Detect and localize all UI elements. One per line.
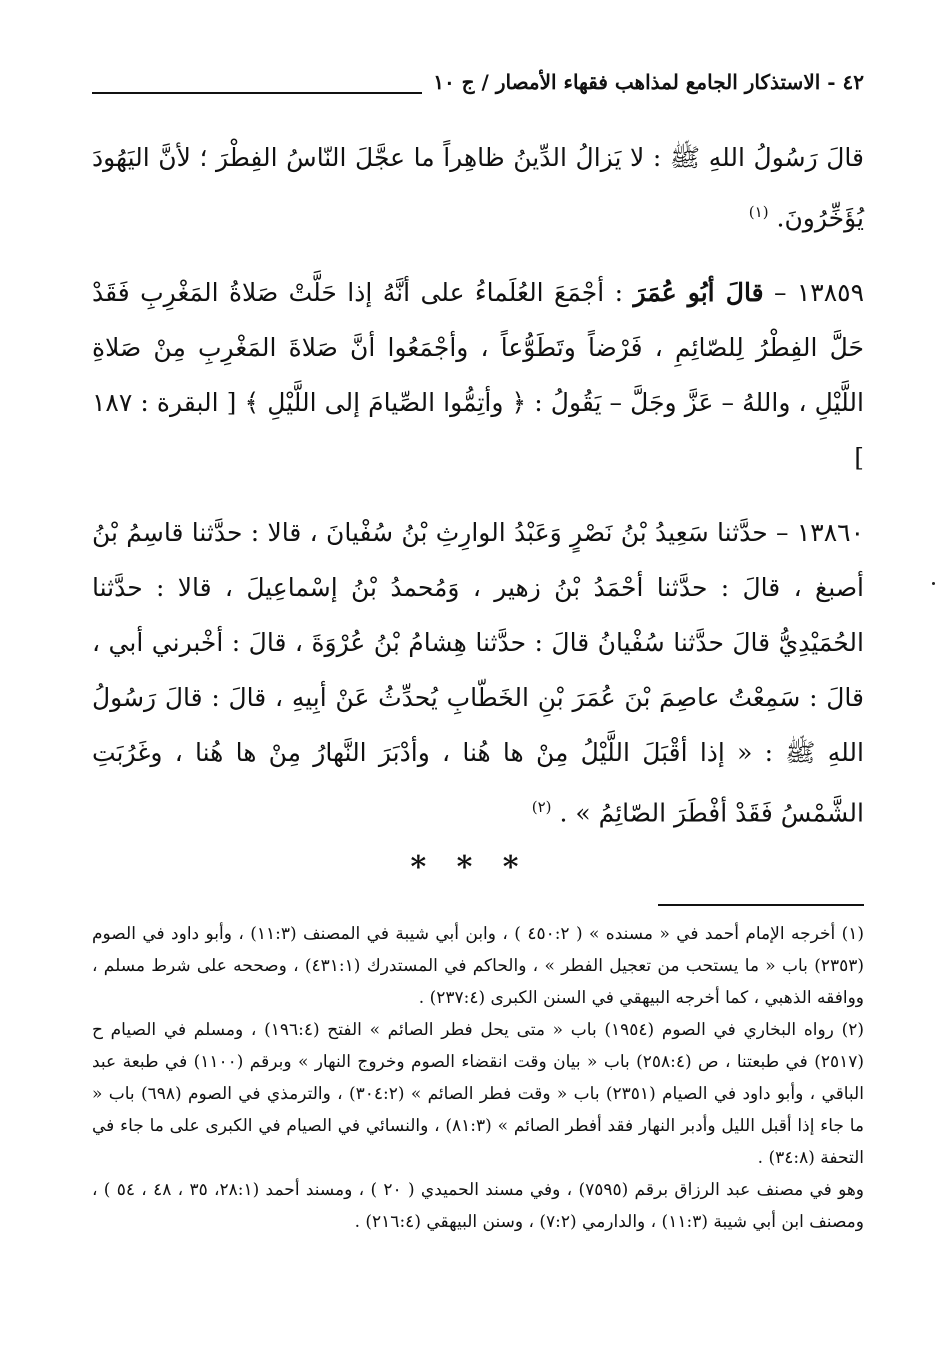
entry-number: ١٣٨٥٩ – <box>773 278 865 308</box>
paragraph-text: : أجْمَعَ العُلَماءُ على أنَّهُ إذا حَلَّتْ صَلاةُ المَغْرِبِ فَقَدْ حَلَّ الفِطْرُ لِلصّائِمِ ، فَرْضاً وتَطَوُّعاً ، وأجْمَعُوا أنَّ صَلاةَ المَغْرِبِ مِنْ صَلاةِ اللَّيْلِ ، واللهُ – عَزَّ وجَلَّ – يَقُولُ : ﴿ وأتِمُّوا الصِّيامَ إلى اللَّيْلِ ﴾ [ البقرة : ١٨٧ ] <box>92 278 864 473</box>
paragraph-hadith-1 <box>92 130 864 245</box>
scan-mark <box>932 582 935 585</box>
footnote-2: (٢) رواه البخاري في الصوم (١٩٥٤) باب « متى يحل فطر الصائم » الفتح (١٩٦:٤) ، ومسلم في الصيام ح (٢٥١٧) في طبعتنا ، ص (٢٥٨:٤) باب « بيان وقت انقضاء الصوم وخروج النهار » وبرقم (١١٠٠) في طبعة عبد الباقي ، وأبو داود في الصيام (٢٣٥١) باب « وقت فطر الصائم » (٣٠٤:٢) ، والترمذي في الصوم (٦٩٨) باب « ما جاء إذا أقبل الليل وأدبر النهار فقد أفطر الصائم » (٨١:٣) ، والنسائي في الصيام في الكبرى على ما جاء في التحفة (٣٤:٨) . <box>92 1020 865 1168</box>
running-title: ٤٢ - الاستذكار الجامع لمذاهب فقهاء الأمصار / ج ١٠ <box>433 70 864 94</box>
footnote-rule <box>658 904 864 906</box>
entry-number: ١٣٨٦٠ – <box>776 518 864 548</box>
footnote-3: وهو في مصنف عبد الرزاق برقم (٧٥٩٥) ، وفي مسند الحميدي ( ٢٠ ) ، ومسند أحمد (٢٨:١، ٣٥ ، ٤٨ ، ٥٤ ) ، ومصنف ابن أبي شيبة (١١:٣) ، والدارمي (٧:٢) ، وسنن البيهقي (٢١٦:٤) . <box>92 1180 865 1232</box>
paragraph-13859 <box>92 265 864 485</box>
footnotes <box>92 918 864 1238</box>
speaker-name: قالَ أبُو عُمَرَ <box>633 278 764 308</box>
paragraph-13860 <box>92 505 864 840</box>
footnote-ref-1: (١) <box>748 203 769 221</box>
header-rule <box>92 92 422 94</box>
page-header <box>92 70 864 110</box>
footnote-1: (١) أخرجه الإمام أحمد في « مسنده » ( ٤٥٠:٢ ) ، وابن أبي شيبة في المصنف (١١:٣) ، وأبو داود في الصوم (٢٣٥٣) باب « ما يستحب من تعجيل الفطر » ، والحاكم في المستدرك (٤٣١:١) ، وصححه على شرط مسلم ، ووافقه الذهبي ، كما أخرجه البيهقي في السنن الكبرى (٢٣٧:٤) . <box>92 924 864 1008</box>
main-text <box>92 130 864 861</box>
section-separator: * * * <box>410 850 529 885</box>
paragraph-text: قالَ رَسُولُ اللهِ ﷺ : لا يَزالُ الدِّينُ ظاهِراً ما عجَّلَ النّاسُ الفِطْرَ ؛ لأنَّ اليَهُودَ يُؤَخِّرُونَ. <box>92 143 864 233</box>
footnote-ref-2: (٢) <box>531 798 552 817</box>
paragraph-text: حدَّثنا سَعِيدُ بْنُ نَصْرٍ وَعَبْدُ الوارِثِ بْنُ سُفْيانَ ، قالا : حدَّثنا قاسِمُ بْنُ أصبغ ، قالَ : حدَّثنا أحْمَدُ بْنُ زهير ، وَمُحمدُ بْنُ إسْماعِيلَ ، قالا : حدَّثنا الحُمَيْدِيُّ قالَ حدَّثنا سُفْيانُ قالَ : حدَّثنا هِشامُ بْنُ عُرْوَةَ ، قالَ : أخْبرني أبي ، قالَ : سَمِعْتُ عاصِمَ بْنَ عُمَرَ بْنِ الخَطّابِ يُحدِّثُ عَنْ أبِيهِ ، قالَ : قالَ رَسُولُ اللهِ ﷺ : « إذا أقْبَلَ اللَّيْلُ مِنْ ها هُنا ، وأدْبَرَ النَّهارُ مِنْ ها هُنا ، وغَرُبَتِ الشَّمْسُ فَقَدْ أفْطَرَ الصّائِمُ » . <box>92 518 864 828</box>
